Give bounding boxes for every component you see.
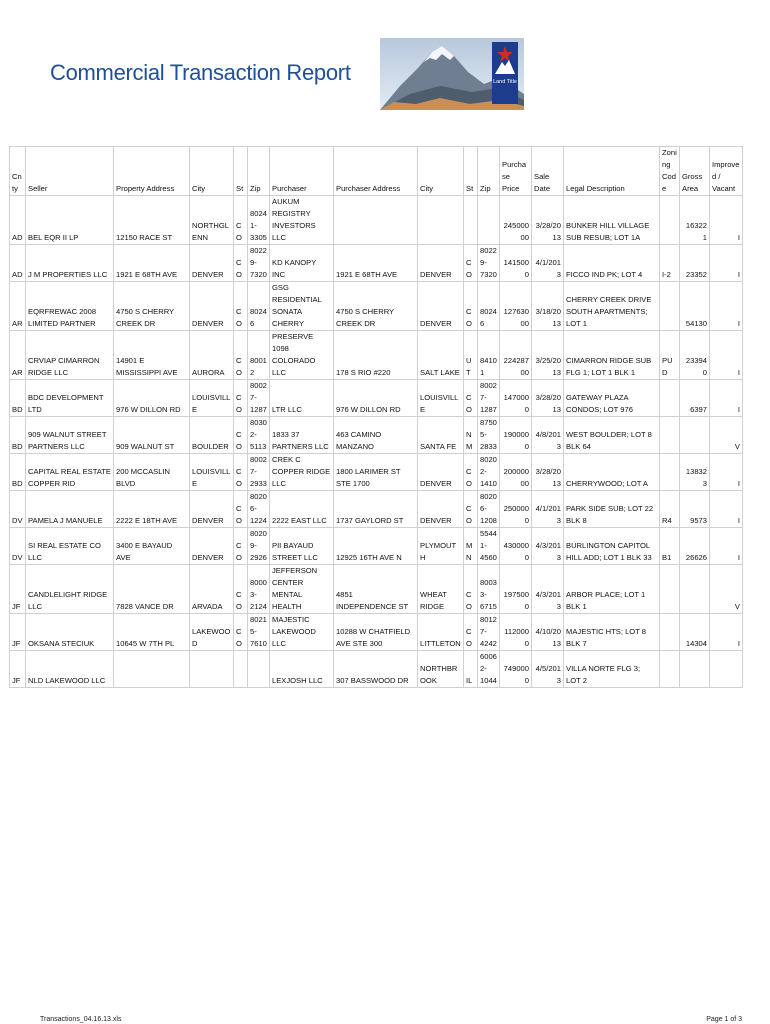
cell-purchaser-zip: 80206-1208 (478, 491, 500, 528)
cell-purchaser-st: UT (464, 331, 478, 380)
cell-purchaser-zip: 80033-6715 (478, 565, 500, 614)
table-header-row (10, 147, 743, 196)
cell-improved-vacant: I (710, 491, 743, 528)
cell-gross-area: 26626 (680, 528, 710, 565)
cell-purchaser: PRESERVE 1098 COLORADO LLC (270, 331, 334, 380)
cell-legal-description: GATEWAY PLAZA CONDOS; LOT 976 (564, 380, 660, 417)
cell-sale-date: 4/8/2013 (532, 417, 564, 454)
cell-cnty: AR (10, 282, 26, 331)
cell-zoning-code: I-2 (660, 245, 680, 282)
cell-gross-area (680, 565, 710, 614)
cell-city: BOULDER (190, 417, 234, 454)
cell-cnty: DV (10, 528, 26, 565)
cell-seller: CANDLELIGHT RIDGE LLC (26, 565, 114, 614)
cell-zip: 80027-2933 (248, 454, 270, 491)
cell-zip: 80246 (248, 282, 270, 331)
cell-purchaser-st (464, 196, 478, 245)
cell-cnty: JF (10, 565, 26, 614)
cell-seller: 909 WALNUT STREET PARTNERS LLC (26, 417, 114, 454)
table-row (10, 491, 743, 528)
cell-gross-area: 6397 (680, 380, 710, 417)
cell-improved-vacant: V (710, 417, 743, 454)
cell-improved-vacant: I (710, 282, 743, 331)
cell-zoning-code (660, 282, 680, 331)
cell-zoning-code: B1 (660, 528, 680, 565)
cell-purchaser-zip: 87505-2833 (478, 417, 500, 454)
cell-seller: J M PROPERTIES LLC (26, 245, 114, 282)
cell-purchaser-st: NM (464, 417, 478, 454)
cell-purchaser-zip: 80229-7320 (478, 245, 500, 282)
cell-purchase-price: 7490000 (500, 651, 532, 688)
cell-property-address: 4750 S CHERRY CREEK DR (114, 282, 190, 331)
cell-zip: 80229-7320 (248, 245, 270, 282)
cell-cnty: AD (10, 245, 26, 282)
cell-city: AURORA (190, 331, 234, 380)
cell-legal-description: BUNKER HILL VILLAGE SUB RESUB; LOT 1A (564, 196, 660, 245)
cell-cnty: BD (10, 380, 26, 417)
cell-st: CO (234, 528, 248, 565)
col-sale-date: Sale Date (532, 147, 564, 196)
cell-st (234, 651, 248, 688)
cell-purchase-price: 1900000 (500, 417, 532, 454)
table-row (10, 528, 743, 565)
cell-purchaser-st: CO (464, 491, 478, 528)
cell-st: CO (234, 491, 248, 528)
cell-purchaser: JEFFERSON CENTER MENTAL HEALTH (270, 565, 334, 614)
cell-city: DENVER (190, 491, 234, 528)
cell-legal-description: CIMARRON RIDGE SUB FLG 1; LOT 1 BLK 1 (564, 331, 660, 380)
cell-city: NORTHGLENN (190, 196, 234, 245)
cell-purchaser-address: 4851 INDEPENDENCE ST (334, 565, 418, 614)
cell-improved-vacant: I (710, 245, 743, 282)
cell-zip: 80209-2926 (248, 528, 270, 565)
cell-zip: 80012 (248, 331, 270, 380)
cell-purchaser-city: WHEAT RIDGE (418, 565, 464, 614)
cell-gross-area: 54130 (680, 282, 710, 331)
cell-sale-date: 3/25/2013 (532, 331, 564, 380)
cell-purchaser-city: SANTA FE (418, 417, 464, 454)
cell-purchaser: GSG RESIDENTIAL SONATA CHERRY (270, 282, 334, 331)
cell-seller: SI REAL ESTATE CO LLC (26, 528, 114, 565)
cell-purchaser-address: 178 S RIO #220 (334, 331, 418, 380)
cell-purchase-price: 24500000 (500, 196, 532, 245)
cell-purchaser-city: DENVER (418, 245, 464, 282)
cell-purchaser: MAJESTIC LAKEWOOD LLC (270, 614, 334, 651)
cell-zoning-code (660, 454, 680, 491)
cell-purchaser-address: 1921 E 68TH AVE (334, 245, 418, 282)
cell-city: LOUISVILLE (190, 380, 234, 417)
cell-purchaser-st: MN (464, 528, 478, 565)
cell-zoning-code (660, 380, 680, 417)
cell-zip: 80302-5113 (248, 417, 270, 454)
cell-purchaser-city (418, 196, 464, 245)
cell-zip: 80206-1224 (248, 491, 270, 528)
cell-improved-vacant: I (710, 614, 743, 651)
cell-purchaser-city: NORTHBROOK (418, 651, 464, 688)
cell-purchaser-address: 10288 W CHATFIELD AVE STE 300 (334, 614, 418, 651)
cell-st: CO (234, 245, 248, 282)
cell-gross-area: 138323 (680, 454, 710, 491)
mountain-banner (380, 38, 524, 110)
cell-property-address: 14901 E MISSISSIPPI AVE (114, 331, 190, 380)
cell-purchaser-address: 1800 LARIMER ST STE 1700 (334, 454, 418, 491)
cell-property-address: 200 MCCASLIN BLVD (114, 454, 190, 491)
table-row (10, 380, 743, 417)
col-purchaser-st: St (464, 147, 478, 196)
cell-purchase-price: 1415000 (500, 245, 532, 282)
cell-legal-description: ARBOR PLACE; LOT 1 BLK 1 (564, 565, 660, 614)
cell-purchaser-address (334, 196, 418, 245)
col-seller: Seller (26, 147, 114, 196)
col-zip: Zip (248, 147, 270, 196)
cell-purchaser-city: LOUISVILLE (418, 380, 464, 417)
cell-gross-area (680, 651, 710, 688)
cell-seller: CRVIAP CIMARRON RIDGE LLC (26, 331, 114, 380)
cell-purchaser: LEXJOSH LLC (270, 651, 334, 688)
cell-city: DENVER (190, 245, 234, 282)
cell-purchase-price: 1975000 (500, 565, 532, 614)
cell-sale-date: 4/1/2013 (532, 491, 564, 528)
table-row (10, 245, 743, 282)
cell-zip (248, 651, 270, 688)
cell-purchaser: AUKUM REGISTRY INVESTORS LLC (270, 196, 334, 245)
cell-legal-description: FICCO IND PK; LOT 4 (564, 245, 660, 282)
cell-st: CO (234, 565, 248, 614)
cell-zoning-code (660, 651, 680, 688)
col-legal-description: Legal Description (564, 147, 660, 196)
cell-zoning-code (660, 565, 680, 614)
cell-sale-date: 4/10/2013 (532, 614, 564, 651)
cell-sale-date: 4/5/2013 (532, 651, 564, 688)
cell-purchase-price: 12763000 (500, 282, 532, 331)
cell-purchaser-st: CO (464, 380, 478, 417)
cell-legal-description: CHERRYWOOD; LOT A (564, 454, 660, 491)
col-st: St (234, 147, 248, 196)
transactions-table (9, 146, 743, 688)
col-zoning-code: Zoning Code (660, 147, 680, 196)
cell-gross-area: 23352 (680, 245, 710, 282)
cell-sale-date: 4/3/2013 (532, 528, 564, 565)
cell-property-address: 3400 E BAYAUD AVE (114, 528, 190, 565)
cell-seller: OKSANA STECIUK (26, 614, 114, 651)
logo-text: Land Title (493, 79, 517, 85)
cell-property-address (114, 651, 190, 688)
cell-zoning-code: R4 (660, 491, 680, 528)
cell-improved-vacant: I (710, 528, 743, 565)
logo-mountain-icon (492, 42, 518, 76)
cell-purchaser-zip: 80246 (478, 282, 500, 331)
col-purchase-price: Purchase Price (500, 147, 532, 196)
cell-purchaser: KD KANOPY INC (270, 245, 334, 282)
cell-purchaser-st: CO (464, 454, 478, 491)
cell-property-address: 12150 RACE ST (114, 196, 190, 245)
cell-purchase-price: 2500000 (500, 491, 532, 528)
cell-city (190, 651, 234, 688)
cell-legal-description: PARK SIDE SUB; LOT 22 BLK 8 (564, 491, 660, 528)
cell-purchaser-zip: 60062-1044 (478, 651, 500, 688)
cell-st: CO (234, 196, 248, 245)
cell-legal-description: BURLINGTON CAPITOL HILL ADD; LOT 1 BLK 33 (564, 528, 660, 565)
cell-seller: BDC DEVELOPMENT LTD (26, 380, 114, 417)
cell-property-address: 7828 VANCE DR (114, 565, 190, 614)
cell-purchaser-st: IL (464, 651, 478, 688)
cell-property-address: 1921 E 68TH AVE (114, 245, 190, 282)
cell-st: CO (234, 282, 248, 331)
cell-purchaser-city: DENVER (418, 491, 464, 528)
cell-sale-date: 3/18/2013 (532, 282, 564, 331)
col-city: City (190, 147, 234, 196)
col-improved-vacant: Improved / Vacant (710, 147, 743, 196)
col-purchaser-city: City (418, 147, 464, 196)
cell-purchaser-zip: 80202-1410 (478, 454, 500, 491)
table-row (10, 651, 743, 688)
cell-legal-description: WEST BOULDER; LOT 8 BLK 64 (564, 417, 660, 454)
table-row (10, 196, 743, 245)
cell-purchaser: PII BAYAUD STREET LLC (270, 528, 334, 565)
report-title: Commercial Transaction Report (50, 60, 351, 85)
cell-gross-area (680, 417, 710, 454)
cell-legal-description: MAJESTIC HTS; LOT 8 BLK 7 (564, 614, 660, 651)
cell-city: DENVER (190, 528, 234, 565)
cell-cnty: AR (10, 331, 26, 380)
cell-seller: BEL EQR II LP (26, 196, 114, 245)
cell-zoning-code: PUD (660, 331, 680, 380)
cell-purchaser-st: CO (464, 282, 478, 331)
table-row (10, 331, 743, 380)
cell-seller: NLD LAKEWOOD LLC (26, 651, 114, 688)
cell-cnty: DV (10, 491, 26, 528)
table-row (10, 454, 743, 491)
cell-cnty: BD (10, 417, 26, 454)
footer-filename: Transactions_04.16.13.xls (40, 1016, 122, 1023)
cell-zoning-code (660, 614, 680, 651)
cell-legal-description: CHERRY CREEK DRIVE SOUTH APARTMENTS; LOT 1 (564, 282, 660, 331)
cell-purchaser: CREK C COPPER RIDGE LLC (270, 454, 334, 491)
cell-zip: 80215-7610 (248, 614, 270, 651)
cell-purchaser-address: 307 BASSWOOD DR (334, 651, 418, 688)
cell-purchaser-st: CO (464, 245, 478, 282)
cell-purchaser-address: 463 CAMINO MANZANO (334, 417, 418, 454)
cell-city: LAKEWOOD (190, 614, 234, 651)
cell-zip: 80027-1287 (248, 380, 270, 417)
cell-purchase-price: 1120000 (500, 614, 532, 651)
cell-cnty: AD (10, 196, 26, 245)
cell-purchase-price: 4300000 (500, 528, 532, 565)
cell-property-address: 2222 E 18TH AVE (114, 491, 190, 528)
col-purchaser-address: Purchaser Address (334, 147, 418, 196)
cell-purchaser-address: 4750 S CHERRY CREEK DR (334, 282, 418, 331)
col-cnty: Cnty (10, 147, 26, 196)
cell-sale-date: 3/28/2013 (532, 380, 564, 417)
cell-improved-vacant: I (710, 380, 743, 417)
cell-seller: CAPITAL REAL ESTATE COPPER RID (26, 454, 114, 491)
table-row (10, 282, 743, 331)
cell-zoning-code (660, 417, 680, 454)
cell-cnty: JF (10, 614, 26, 651)
cell-purchase-price: 22428700 (500, 331, 532, 380)
cell-sale-date: 4/3/2013 (532, 565, 564, 614)
cell-purchaser-city: LITTLETON (418, 614, 464, 651)
cell-purchaser-address: 976 W DILLON RD (334, 380, 418, 417)
col-purchaser: Purchaser (270, 147, 334, 196)
footer-page-number: Page 1 of 3 (706, 1016, 742, 1023)
cell-purchaser: LTR LLC (270, 380, 334, 417)
col-property-address: Property Address (114, 147, 190, 196)
cell-cnty: BD (10, 454, 26, 491)
cell-st: CO (234, 380, 248, 417)
cell-city: ARVADA (190, 565, 234, 614)
cell-st: CO (234, 614, 248, 651)
cell-purchaser: 1833 37 PARTNERS LLC (270, 417, 334, 454)
cell-seller: PAMELA J MANUELE (26, 491, 114, 528)
cell-property-address: 10645 W 7TH PL (114, 614, 190, 651)
cell-improved-vacant: I (710, 331, 743, 380)
cell-st: CO (234, 417, 248, 454)
cell-improved-vacant: I (710, 454, 743, 491)
table-row (10, 565, 743, 614)
cell-purchaser-address: 1737 GAYLORD ST (334, 491, 418, 528)
cell-purchaser-zip: 84101 (478, 331, 500, 380)
cell-property-address: 909 WALNUT ST (114, 417, 190, 454)
cell-purchaser: 2222 EAST LLC (270, 491, 334, 528)
cell-sale-date: 3/28/2013 (532, 196, 564, 245)
cell-purchaser-zip: 55441-4560 (478, 528, 500, 565)
cell-st: CO (234, 454, 248, 491)
cell-gross-area: 233940 (680, 331, 710, 380)
cell-purchaser-city: DENVER (418, 282, 464, 331)
cell-city: DENVER (190, 282, 234, 331)
cell-sale-date: 3/28/2013 (532, 454, 564, 491)
land-title-logo (492, 42, 518, 104)
cell-seller: EQRFREWAC 2008 LIMITED PARTNER (26, 282, 114, 331)
cell-purchase-price: 1470000 (500, 380, 532, 417)
cell-improved-vacant (710, 651, 743, 688)
cell-property-address: 976 W DILLON RD (114, 380, 190, 417)
cell-improved-vacant: I (710, 196, 743, 245)
cell-sale-date: 4/1/2013 (532, 245, 564, 282)
cell-purchaser-city: DENVER (418, 454, 464, 491)
cell-purchaser-city: SALT LAKE (418, 331, 464, 380)
col-gross-area: Gross Area (680, 147, 710, 196)
cell-gross-area: 9573 (680, 491, 710, 528)
table-row (10, 417, 743, 454)
cell-purchaser-zip: 80027-1287 (478, 380, 500, 417)
cell-zip: 80003-2124 (248, 565, 270, 614)
cell-st: CO (234, 331, 248, 380)
cell-purchaser-zip: 80127-4242 (478, 614, 500, 651)
cell-purchaser-address: 12925 16TH AVE N (334, 528, 418, 565)
table-row (10, 614, 743, 651)
cell-zoning-code (660, 196, 680, 245)
cell-city: LOUISVILLE (190, 454, 234, 491)
cell-purchaser-st: CO (464, 565, 478, 614)
cell-purchaser-zip (478, 196, 500, 245)
cell-cnty: JF (10, 651, 26, 688)
cell-purchase-price: 20000000 (500, 454, 532, 491)
cell-improved-vacant: V (710, 565, 743, 614)
cell-legal-description: VILLA NORTE FLG 3; LOT 2 (564, 651, 660, 688)
cell-zip: 80241-3305 (248, 196, 270, 245)
cell-gross-area: 14304 (680, 614, 710, 651)
cell-purchaser-st: CO (464, 614, 478, 651)
col-purchaser-zip: Zip (478, 147, 500, 196)
cell-gross-area: 163221 (680, 196, 710, 245)
cell-purchaser-city: PLYMOUTH (418, 528, 464, 565)
